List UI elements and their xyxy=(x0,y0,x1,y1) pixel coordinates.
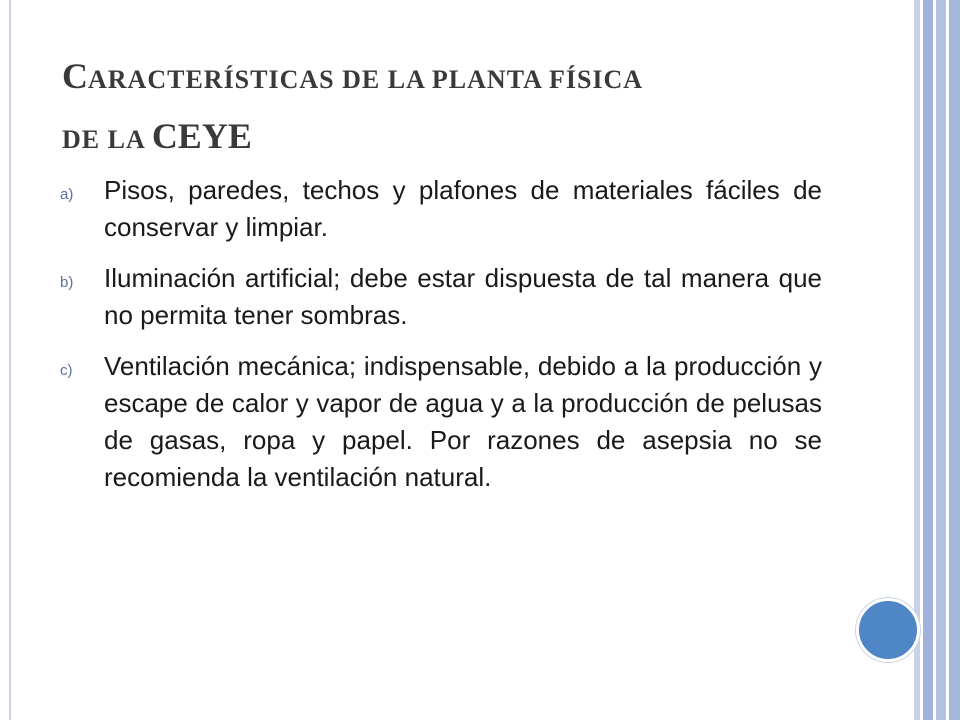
list-item xyxy=(60,172,822,246)
title-part: DE LA xyxy=(62,125,152,154)
decorative-circle xyxy=(856,598,920,662)
stripe xyxy=(923,0,933,720)
list-item-text: Iluminación artificial; debe estar dispuesta de tal manera que no permita tener sombras. xyxy=(104,263,822,330)
list-item-text: Pisos, paredes, techos y plafones de materiales fáciles de conservar y limpiar. xyxy=(104,175,822,242)
stripe xyxy=(949,0,960,720)
title-part: CEYE xyxy=(151,116,252,156)
right-decorative-stripes xyxy=(914,0,960,720)
bullet-list xyxy=(60,172,822,510)
list-item xyxy=(60,348,822,496)
list-marker: c) xyxy=(60,362,73,379)
list-marker: b) xyxy=(60,274,74,291)
list-item-text: Ventilación mecánica; indispensable, debido a la producción y escape de calor y vapor de agua y a la producción de pelusas de gasas, ropa y papel. Por razones de asepsia no se recomienda la ventilación natural. xyxy=(104,351,822,492)
title-part: ARACTERÍSTICAS DE LA PLANTA FÍSICA xyxy=(88,65,644,94)
slide-title xyxy=(62,50,842,170)
title-part: C xyxy=(62,56,88,96)
stripe xyxy=(936,0,946,720)
list-item xyxy=(60,260,822,334)
list-marker: a) xyxy=(60,186,74,203)
left-border-line xyxy=(9,0,11,720)
